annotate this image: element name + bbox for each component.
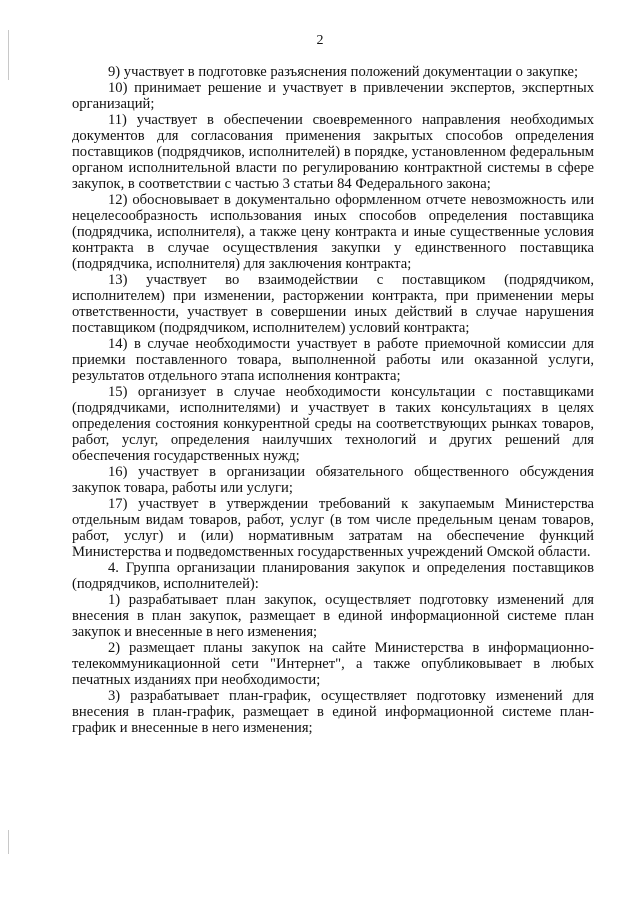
paragraph-item-13: 13) участвует во взаимодействии с поставщиком (подрядчиком, исполнителем) при изменении, расторжении контракта, при применении меры ответственности, участвует в совершении иных действий в случае нарушения поставщиком (подрядчиком, исполнителем) условий контракта; [72, 272, 594, 336]
scan-margin-mark [8, 830, 9, 854]
paragraph-item-15: 15) организует в случае необходимости консультации с поставщиками (подрядчиками, исполнителями) и участвует в таких консультациях в целях определения состояния конкурентной среды на соответствующих рынках товаров, работ, услуг, определения наилучших технологий и других решений для обеспечения государственных нужд; [72, 384, 594, 464]
section-heading-4: 4. Группа организации планирования закупок и определения поставщиков (подрядчиков, исполнителей): [72, 560, 594, 592]
paragraph-item-11: 11) участвует в обеспечении своевременного направления необходимых документов для согласования применения закрытых способов определения поставщиков (подрядчиков, исполнителей) в порядке, установленном федеральным органом исполнительной власти по регулированию контрактной системы в сфере закупок, в соответствии с частью 3 статьи 84 Федерального закона; [72, 112, 594, 192]
document-body [72, 64, 594, 736]
paragraph-item-14: 14) в случае необходимости участвует в работе приемочной комиссии для приемки поставленного товара, выполненной работы или оказанной услуги, результатов отдельного этапа исполнения контракта; [72, 336, 594, 384]
paragraph-item-10: 10) принимает решение и участвует в привлечении экспертов, экспертных организаций; [72, 80, 594, 112]
paragraph-subitem-1: 1) разрабатывает план закупок, осуществляет подготовку изменений для внесения в план закупок, размещает в единой информационной системе план закупок и внесенные в него изменения; [72, 592, 594, 640]
paragraph-item-16: 16) участвует в организации обязательного общественного обсуждения закупок товара, работы или услуги; [72, 464, 594, 496]
paragraph-item-9: 9) участвует в подготовке разъяснения положений документации о закупке; [108, 64, 579, 80]
paragraph-item-17: 17) участвует в утверждении требований к закупаемым Министерства отдельным видам товаров, работ, услуг (в том числе предельным ценам товаров, работ, услуг) и (или) нормативным затратам на обеспечение функций Министерства и подведомственных государственных учреждений Омской области. [72, 496, 594, 560]
page-number: 2 [316, 33, 324, 48]
paragraph-subitem-3: 3) разрабатывает план-график, осуществляет подготовку изменений для внесения в план-график, размещает в единой информационной системе план-график и внесенные в него изменения; [72, 688, 594, 736]
paragraph-item-12: 12) обосновывает в документально оформленном отчете невозможность или нецелесообразность использования иных способов определения поставщика (подрядчика, исполнителя), а также цену контракта и иные существенные условия контракта в случае осуществления закупки у единственного поставщика (подрядчика, исполнителя) для заключения контракта; [72, 192, 594, 272]
paragraph-subitem-2: 2) размещает планы закупок на сайте Министерства в информационно-телекоммуникационной сети "Интернет", а также опубликовывает в любых печатных изданиях при необходимости; [72, 640, 594, 688]
